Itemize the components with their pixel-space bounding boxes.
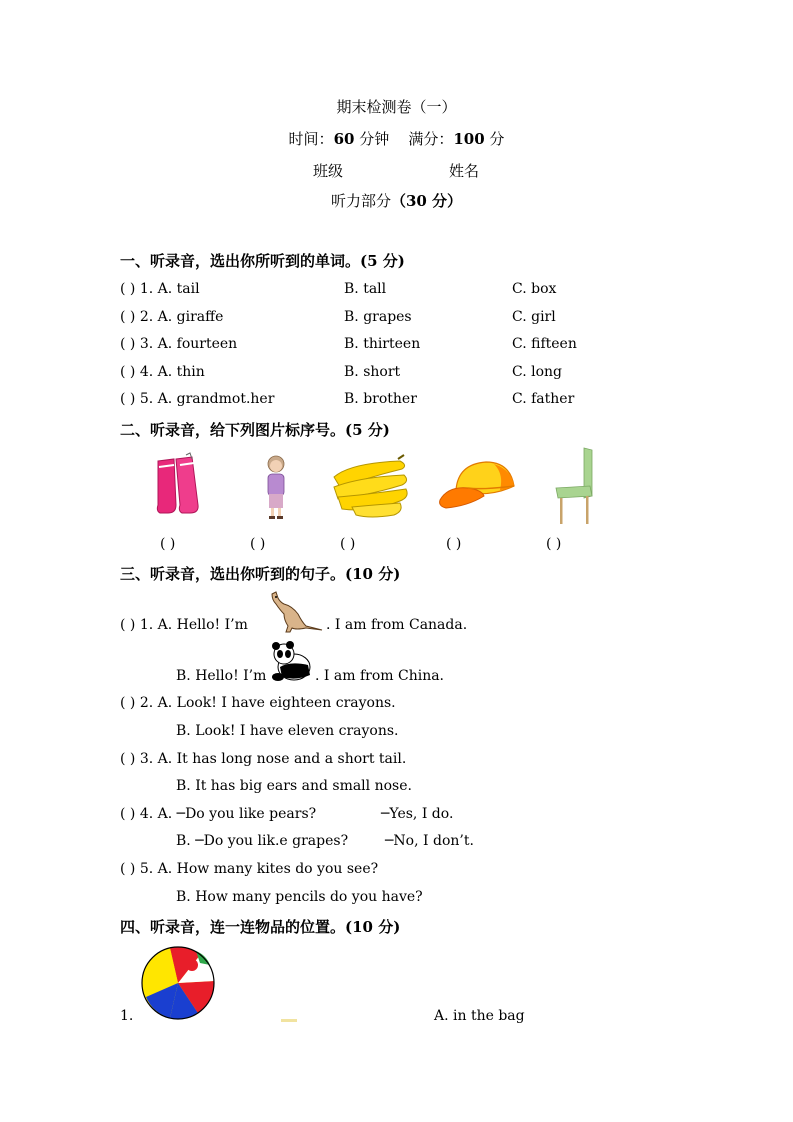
s1-row4-c: C. long — [512, 364, 562, 380]
s2-blank-5: ( ) — [546, 536, 562, 552]
socks-icon — [154, 455, 204, 517]
s3-q5-b: B. How many pencils do you have? — [176, 889, 423, 905]
s1-row1-b: B. tall — [344, 281, 387, 297]
cap-icon — [438, 460, 518, 516]
s3-q3-a: ( ) 3. A. It has long nose and a short tail. — [120, 751, 407, 767]
s3-q4-a-reply: ─Yes, I do. — [381, 806, 454, 822]
listening-title-line — [0, 190, 793, 211]
s3-q1-b-post: . I am from China. — [315, 668, 445, 684]
s1-row4-b: B. short — [344, 364, 401, 380]
section2-heading: 二、听录音，给下列图片标序号。(5 分) — [120, 421, 390, 439]
s3-q5-a: ( ) 5. A. How many kites do you see? — [120, 861, 379, 877]
s2-blank-1: ( ) — [160, 536, 176, 552]
s1-row5-b: B. brother — [344, 391, 417, 407]
s3-q4-b: B. ─Do you lik.e grapes? — [176, 833, 349, 849]
chair-icon — [554, 446, 596, 526]
s1-row1-a: ( ) 1. A. tail — [120, 281, 200, 297]
score-label: 满分： — [408, 130, 454, 148]
s1-row3-a: ( ) 3. A. fourteen — [120, 336, 238, 352]
section4-heading: 四、听录音，连一连物品的位置。(10 分) — [120, 918, 401, 936]
s1-row2-b: B. grapes — [344, 309, 412, 325]
exam-info — [0, 128, 793, 149]
s1-row3-c: C. fifteen — [512, 336, 577, 352]
class-label: 班级 — [313, 162, 344, 180]
time-value: 60 — [333, 130, 355, 148]
listening-score: （30 分） — [390, 192, 463, 210]
section1-heading: 一、听录音，选出你所听到的单词。(5 分) — [120, 252, 405, 270]
beach-ball-icon — [140, 945, 216, 1021]
s2-blank-4: ( ) — [446, 536, 462, 552]
s1-row5-a: ( ) 5. A. grandmot.her — [120, 391, 275, 407]
small-mark — [281, 1019, 297, 1022]
bananas-icon — [330, 455, 410, 519]
s3-q1-b-pre: B. Hello! I’m — [176, 668, 267, 684]
s2-blank-3: ( ) — [340, 536, 356, 552]
time-unit: 分钟 — [359, 130, 390, 148]
section3-heading: 三、听录音，选出你听到的句子。(10 分) — [120, 565, 401, 583]
s3-q4-b-reply: ─No, I don’t. — [385, 833, 474, 849]
s1-row3-b: B. thirteen — [344, 336, 421, 352]
time-label: 时间： — [288, 130, 334, 148]
s3-q4-a: ( ) 4. A. ─Do you like pears? — [120, 806, 317, 822]
s3-q3-b: B. It has big ears and small nose. — [176, 778, 412, 794]
listening-title: 听力部分 — [330, 192, 391, 210]
s4-item-num: 1. — [120, 1008, 134, 1024]
page-title: 期末检测卷（一） — [336, 98, 457, 116]
s3-q2-b: B. Look! I have eleven crayons. — [176, 723, 399, 739]
s1-row5-c: C. father — [512, 391, 575, 407]
grandma-icon — [261, 454, 291, 520]
score-unit: 分 — [489, 130, 505, 148]
s2-blank-2: ( ) — [250, 536, 266, 552]
s1-row2-c: C. girl — [512, 309, 556, 325]
s3-q1-a-pre: ( ) 1. A. Hello! I’m — [120, 617, 248, 633]
s3-q1-a-post: . I am from Canada. — [326, 617, 468, 633]
s3-q2-a: ( ) 2. A. Look! I have eighteen crayons. — [120, 695, 396, 711]
s1-row4-a: ( ) 4. A. thin — [120, 364, 205, 380]
kangaroo-icon — [266, 590, 326, 632]
s1-row1-c: C. box — [512, 281, 557, 297]
name-label: 姓名 — [449, 162, 480, 180]
s1-row2-a: ( ) 2. A. giraffe — [120, 309, 224, 325]
panda-icon — [270, 641, 314, 683]
score-value: 100 — [453, 130, 485, 148]
s4-option-a: A. in the bag — [434, 1008, 525, 1024]
